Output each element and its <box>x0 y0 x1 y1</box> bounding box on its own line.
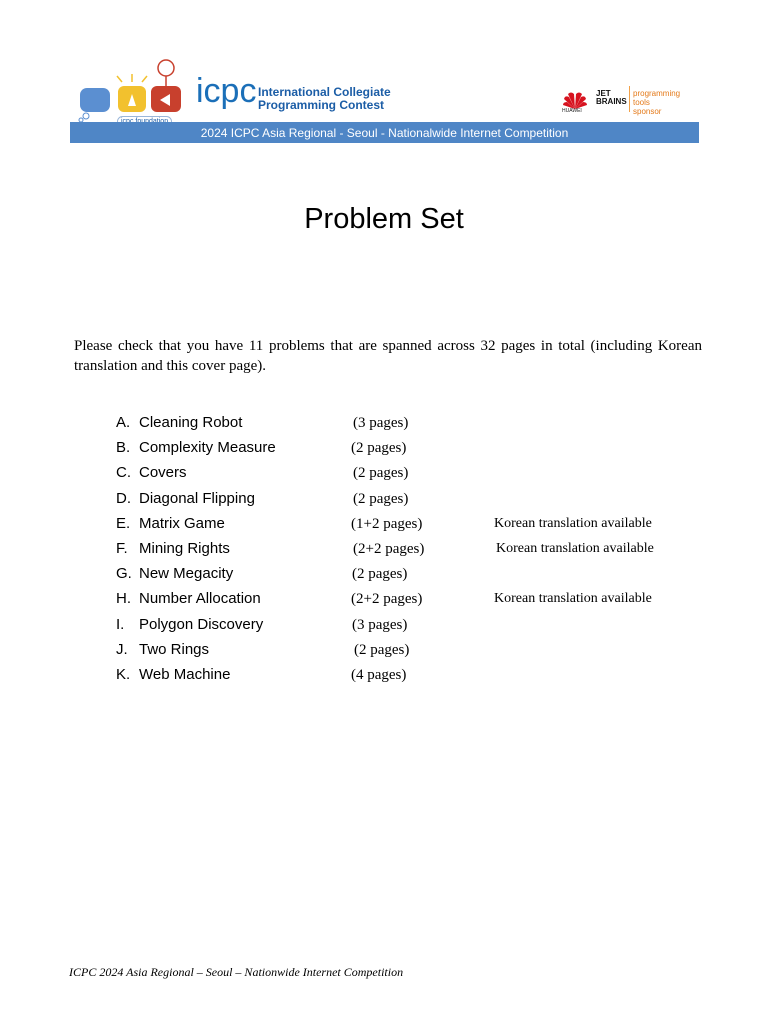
problem-letter: I. <box>116 615 125 633</box>
problem-pages: (2 pages) <box>351 440 407 457</box>
problem-letter: A. <box>116 414 131 431</box>
icpc-full-name-line2: Programming Contest <box>258 98 385 112</box>
huawei-logo-icon <box>562 90 588 110</box>
competition-banner <box>70 122 699 143</box>
jetbrains-line2: BRAINS <box>596 97 627 106</box>
icpc-wordmark: icpc <box>196 72 257 110</box>
problem-list <box>116 412 716 689</box>
problem-name: Two Rings <box>139 640 210 658</box>
problem-pages: (3 pages) <box>352 616 408 633</box>
problem-letter: K. <box>116 665 131 683</box>
icpc-full-name-line1: International Collegiate <box>258 85 391 99</box>
problem-row <box>116 513 716 538</box>
problem-pages: (2 pages) <box>354 641 410 658</box>
problem-letter: C. <box>116 464 131 482</box>
problem-pages: (2 pages) <box>352 566 408 583</box>
problem-pages: (1+2 pages) <box>351 515 423 532</box>
problem-name: Matrix Game <box>139 514 225 532</box>
jetbrains-line1: JET <box>596 89 611 98</box>
problem-row <box>116 614 716 639</box>
problem-name: Web Machine <box>139 665 231 683</box>
problem-row <box>116 488 716 513</box>
problem-name: Covers <box>139 464 187 482</box>
problem-row <box>116 538 716 563</box>
translation-note: Korean translation available <box>496 540 654 556</box>
problem-pages: (2+2 pages) <box>351 591 423 608</box>
sponsor-caption-line2: tools sponsor <box>633 98 662 116</box>
sponsor-divider <box>629 86 630 112</box>
problem-pages: (2+2 pages) <box>353 540 425 557</box>
problem-name: Complexity Measure <box>139 439 276 457</box>
problem-pages: (4 pages) <box>351 666 407 683</box>
problem-pages: (2 pages) <box>353 465 409 482</box>
problem-letter: F. <box>116 539 128 557</box>
problem-row <box>116 563 716 588</box>
problem-pages: (2 pages) <box>353 490 409 507</box>
sponsor-caption <box>633 89 680 116</box>
problem-row <box>116 437 716 462</box>
page-footer: ICPC 2024 Asia Regional – Seoul – Nationwide Internet Competition <box>69 965 404 979</box>
problem-letter: J. <box>116 640 128 658</box>
page-title: Problem Set <box>304 203 464 235</box>
problem-letter: G. <box>116 565 132 583</box>
translation-note: Korean translation available <box>494 515 652 531</box>
intro-paragraph: Please check that you have 11 problems that are spanned across 32 pages in total (including Korean translation and this cover page). <box>74 338 702 374</box>
problem-pages: (3 pages) <box>353 415 409 431</box>
problem-row <box>116 588 716 613</box>
problem-letter: E. <box>116 514 131 532</box>
competition-banner-text: 2024 ICPC Asia Regional - Seoul - Nationalwide Internet Competition <box>200 125 569 140</box>
problem-letter: D. <box>116 489 131 507</box>
problem-name: Polygon Discovery <box>139 615 264 633</box>
sponsor-caption-line1: programming <box>633 89 681 98</box>
problem-name: New Megacity <box>139 565 234 583</box>
problem-name: Number Allocation <box>139 590 261 608</box>
problem-row <box>116 664 716 689</box>
page-header <box>70 56 699 144</box>
problem-name: Cleaning Robot <box>139 414 243 431</box>
problem-letter: H. <box>116 590 131 608</box>
problem-letter: B. <box>116 439 131 457</box>
problem-name: Mining Rights <box>139 539 230 557</box>
problem-name: Diagonal Flipping <box>139 489 255 507</box>
problem-row <box>116 412 716 437</box>
translation-note: Korean translation available <box>494 591 652 607</box>
icpc-full-name <box>258 86 391 112</box>
problem-row <box>116 462 716 487</box>
huawei-label: HUAWEI <box>562 108 582 114</box>
jetbrains-logo-icon <box>596 90 627 106</box>
problem-row <box>116 639 716 664</box>
